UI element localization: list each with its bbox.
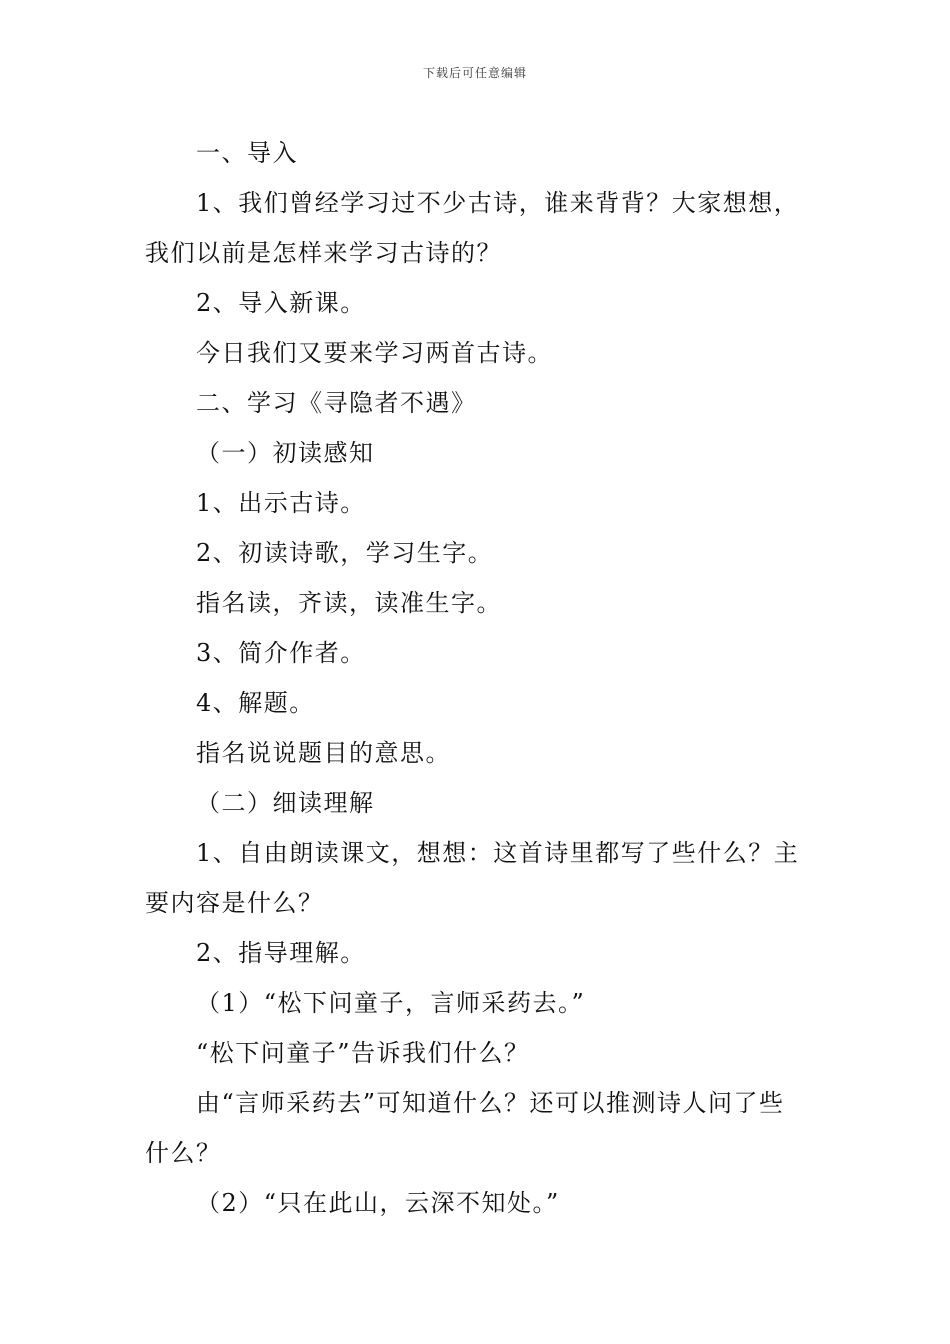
section-heading-intro: 一、导入	[196, 139, 298, 167]
page-header: 下载后可任意编辑	[422, 66, 527, 80]
paragraph: 1、自由朗读课文，想想：这首诗里都写了些什么？主要内容是什么？	[145, 839, 800, 917]
subsection-heading-close-reading: （二）细读理解	[196, 789, 375, 817]
poem-line-quote: （2）“只在此山，云深不知处。”	[196, 1189, 560, 1217]
paragraph: 2、初读诗歌，学习生字。	[196, 539, 494, 567]
paragraph: 3、简介作者。	[196, 639, 366, 667]
paragraph: 2、指导理解。	[196, 939, 366, 967]
paragraph: 由“言师采药去”可知道什么？还可以推测诗人问了些什么？	[145, 1089, 785, 1167]
paragraph: 指名读，齐读，读准生字。	[196, 589, 502, 617]
paragraph: 1、我们曾经学习过不少古诗，谁来背背？大家想想，我们以前是怎样来学习古诗的？	[145, 189, 800, 267]
paragraph: 今日我们又要来学习两首古诗。	[196, 339, 553, 367]
subsection-heading-first-reading: （一）初读感知	[196, 439, 375, 467]
paragraph: “松下问童子”告诉我们什么？	[196, 1039, 530, 1067]
paragraph: 2、导入新课。	[196, 289, 366, 317]
section-heading-poem: 二、学习《寻隐者不遇》	[196, 389, 477, 417]
paragraph: 1、出示古诗。	[196, 489, 366, 517]
paragraph: 指名说说题目的意思。	[196, 739, 451, 767]
poem-line-quote: （1）“松下问童子，言师采药去。”	[196, 989, 586, 1017]
paragraph: 4、解题。	[196, 689, 315, 717]
document-body	[145, 128, 810, 1228]
